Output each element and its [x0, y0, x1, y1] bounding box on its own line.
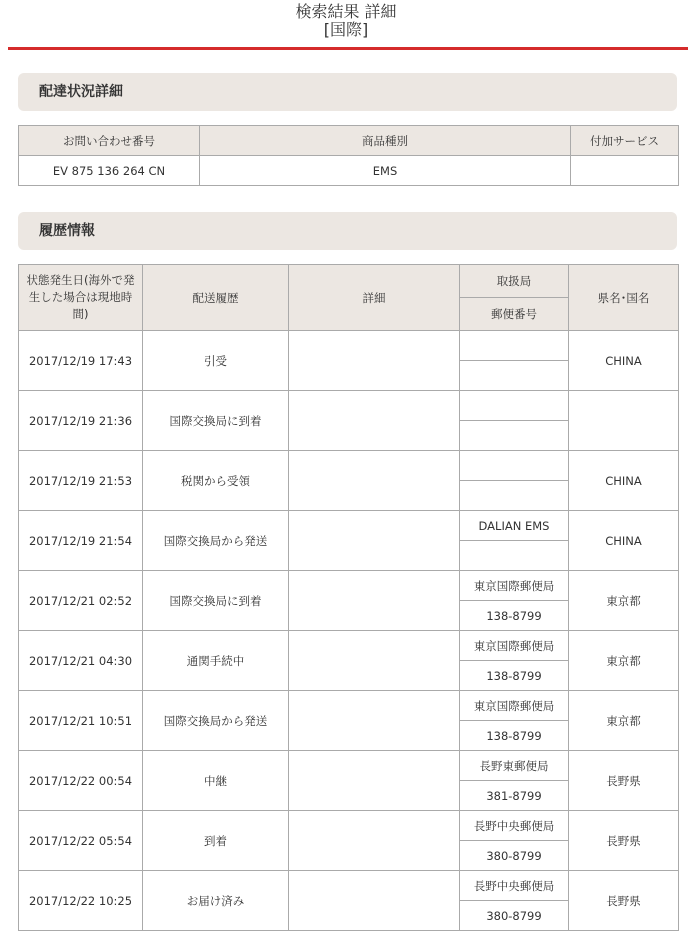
history-office: DALIAN EMS [460, 511, 569, 541]
history-office: 東京国際郵便局 [460, 631, 569, 661]
summary-header-service: 付加サービス [571, 126, 679, 156]
history-row [19, 811, 679, 841]
history-section-header: 履歴情報 [18, 212, 677, 250]
history-postal: 138-8799 [460, 601, 569, 631]
history-status: 通関手続中 [143, 631, 289, 691]
history-row [19, 451, 679, 481]
history-region: 長野県 [569, 751, 679, 811]
history-row [19, 331, 679, 361]
summary-header-product-type: 商品種別 [200, 126, 571, 156]
summary-header-tracking-number: お問い合わせ番号 [19, 126, 200, 156]
history-row [19, 571, 679, 601]
history-header-date: 状態発生日(海外で発生した場合は現地時間) [19, 265, 143, 331]
page-title-main: 検索結果 詳細 [295, 2, 397, 21]
history-row [19, 391, 679, 421]
history-row [19, 871, 679, 901]
history-postal: 138-8799 [460, 661, 569, 691]
history-date: 2017/12/22 00:54 [19, 751, 143, 811]
history-row [19, 631, 679, 661]
delivery-status-section-header: 配達状況詳細 [18, 73, 677, 111]
history-office [460, 391, 569, 421]
history-status: 中継 [143, 751, 289, 811]
history-region: CHINA [569, 331, 679, 391]
history-status: 国際交換局に到着 [143, 391, 289, 451]
history-date: 2017/12/22 05:54 [19, 811, 143, 871]
history-status: 引受 [143, 331, 289, 391]
history-date: 2017/12/19 21:36 [19, 391, 143, 451]
history-detail [289, 691, 460, 751]
history-postal: 138-8799 [460, 721, 569, 751]
history-detail [289, 871, 460, 931]
history-table [18, 264, 679, 931]
history-detail [289, 571, 460, 631]
history-detail [289, 391, 460, 451]
history-region: CHINA [569, 511, 679, 571]
product-type: EMS [200, 156, 571, 186]
history-region: 長野県 [569, 811, 679, 871]
history-region: 長野県 [569, 871, 679, 931]
history-status: 税関から受領 [143, 451, 289, 511]
title-divider [8, 47, 688, 50]
history-office: 長野中央郵便局 [460, 871, 569, 901]
history-header-office: 取扱局 [460, 265, 569, 298]
history-region: 東京都 [569, 631, 679, 691]
history-postal [460, 361, 569, 391]
history-header-region: 県名･国名 [569, 265, 679, 331]
history-date: 2017/12/19 17:43 [19, 331, 143, 391]
history-postal [460, 421, 569, 451]
history-status: 国際交換局から発送 [143, 691, 289, 751]
history-status: 国際交換局から発送 [143, 511, 289, 571]
page-title [0, 3, 692, 39]
history-detail [289, 511, 460, 571]
history-office [460, 451, 569, 481]
history-header-detail: 詳細 [289, 265, 460, 331]
history-row [19, 511, 679, 541]
history-date: 2017/12/19 21:54 [19, 511, 143, 571]
history-postal: 380-8799 [460, 901, 569, 931]
history-header-row [19, 265, 679, 298]
history-detail [289, 751, 460, 811]
history-row [19, 691, 679, 721]
history-region [569, 391, 679, 451]
history-office: 東京国際郵便局 [460, 571, 569, 601]
history-postal: 380-8799 [460, 841, 569, 871]
history-detail [289, 451, 460, 511]
additional-service [571, 156, 679, 186]
history-status: 到着 [143, 811, 289, 871]
history-postal [460, 481, 569, 511]
history-office: 長野東郵便局 [460, 751, 569, 781]
history-region: CHINA [569, 451, 679, 511]
history-status: 国際交換局に到着 [143, 571, 289, 631]
history-date: 2017/12/21 02:52 [19, 571, 143, 631]
history-detail [289, 631, 460, 691]
summary-row [19, 156, 679, 186]
history-detail [289, 811, 460, 871]
history-office [460, 331, 569, 361]
history-date: 2017/12/19 21:53 [19, 451, 143, 511]
history-status: お届け済み [143, 871, 289, 931]
history-header-status: 配送履歴 [143, 265, 289, 331]
history-postal: 381-8799 [460, 781, 569, 811]
history-row [19, 751, 679, 781]
history-date: 2017/12/21 10:51 [19, 691, 143, 751]
history-region: 東京都 [569, 571, 679, 631]
delivery-summary-table [18, 125, 679, 186]
history-date: 2017/12/22 10:25 [19, 871, 143, 931]
history-date: 2017/12/21 04:30 [19, 631, 143, 691]
summary-header-row [19, 126, 679, 156]
history-region: 東京都 [569, 691, 679, 751]
history-detail [289, 331, 460, 391]
history-office: 長野中央郵便局 [460, 811, 569, 841]
history-header-postal: 郵便番号 [460, 298, 569, 331]
history-postal [460, 541, 569, 571]
history-office: 東京国際郵便局 [460, 691, 569, 721]
tracking-number: EV 875 136 264 CN [19, 156, 200, 186]
page-title-sub: [国際] [323, 20, 369, 39]
